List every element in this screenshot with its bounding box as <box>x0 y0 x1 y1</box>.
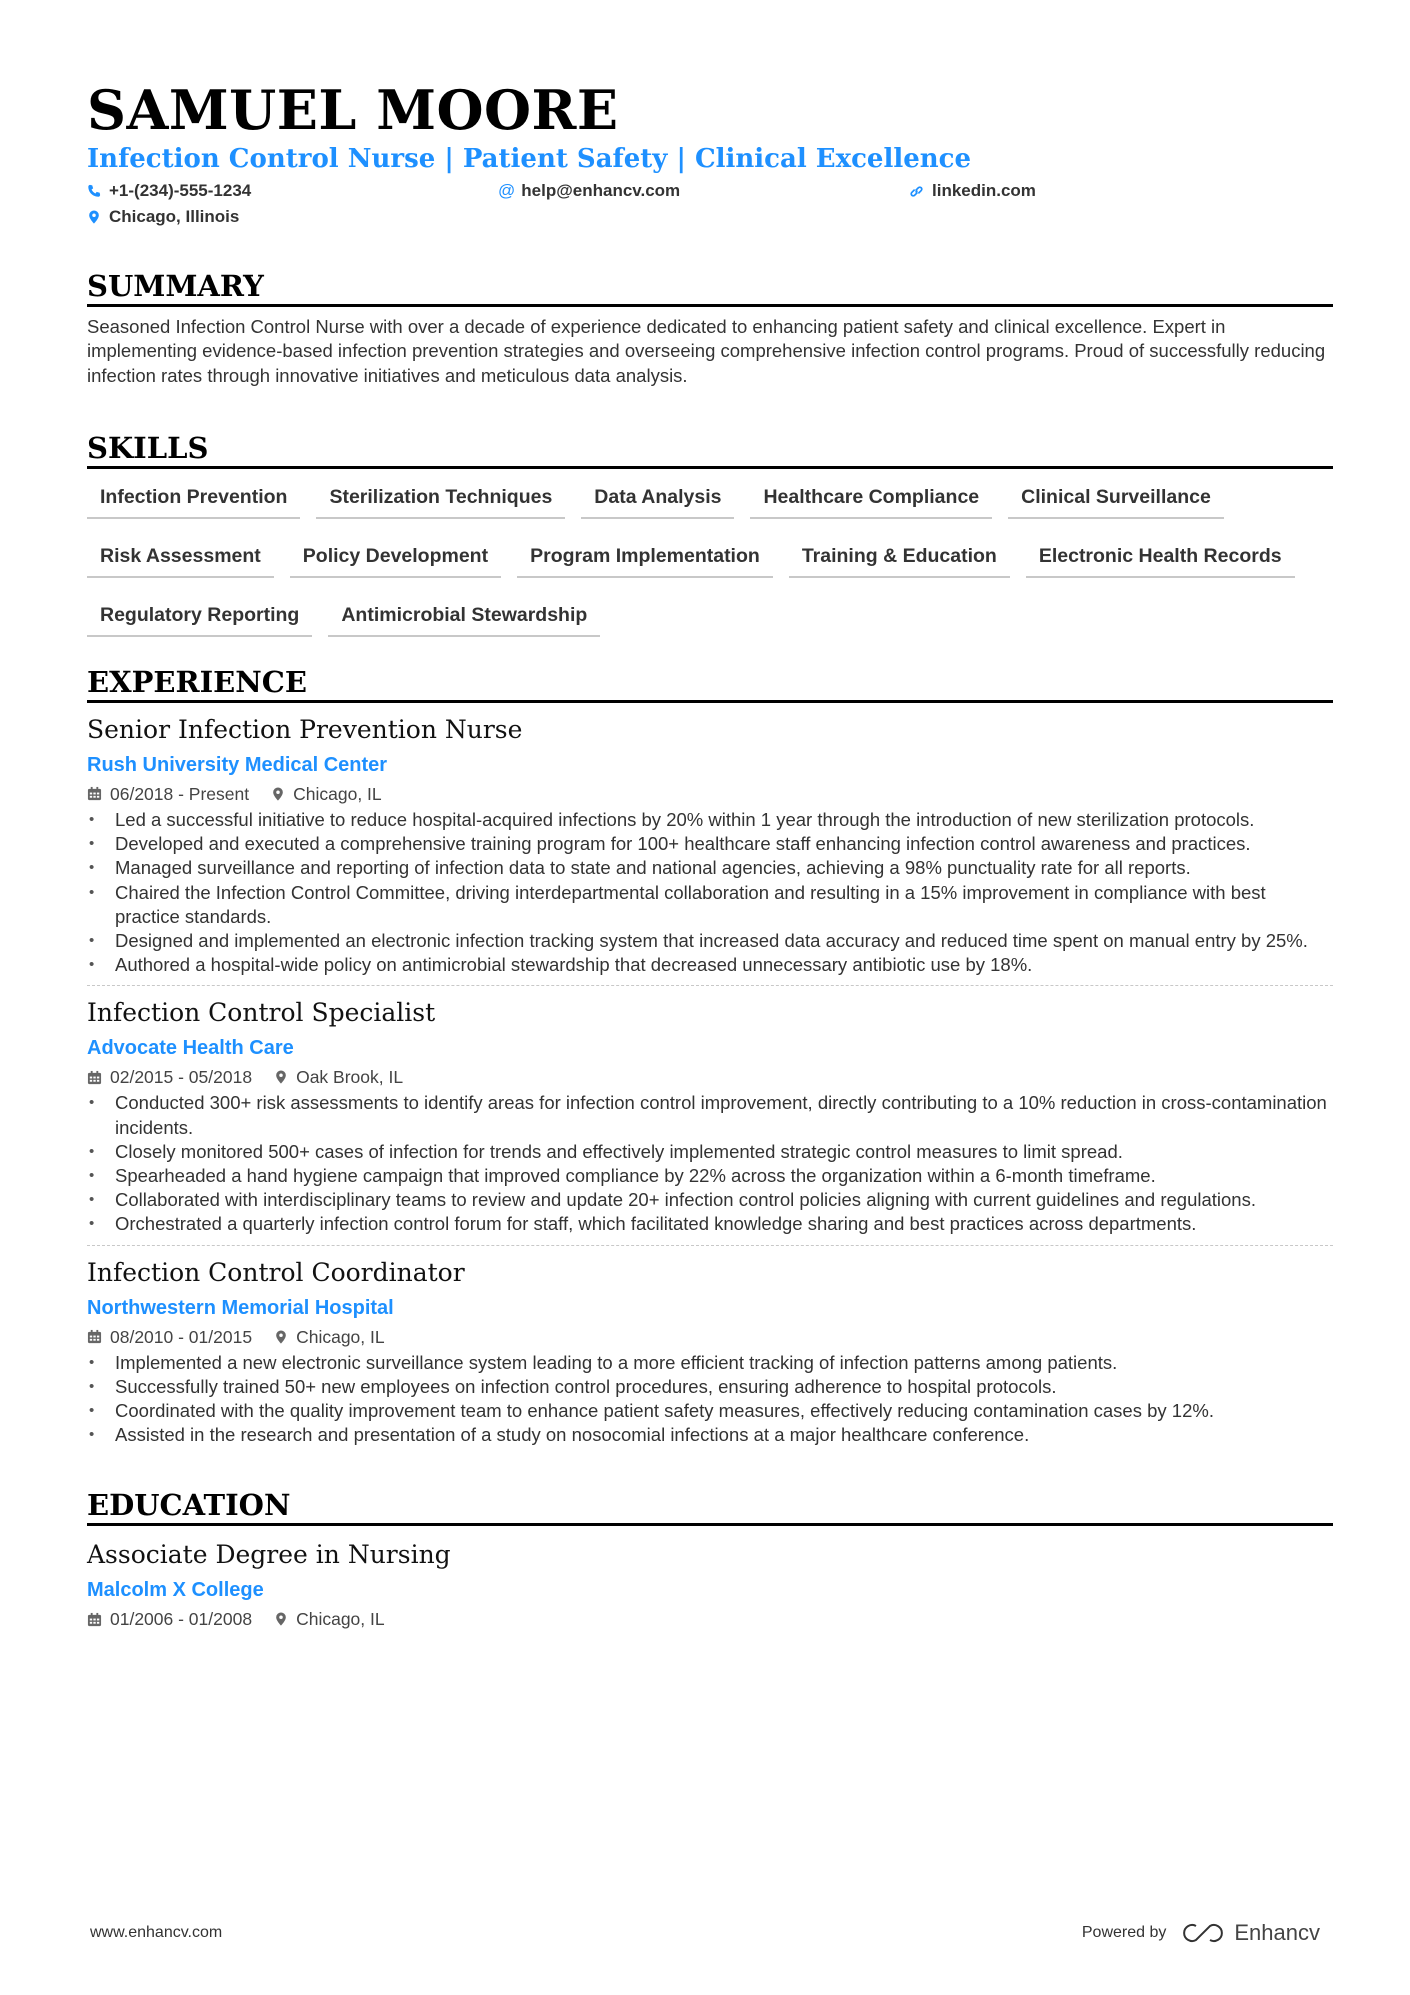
bullet-item: • Collaborated with interdisciplinary teams to review and update 20+ infection control policies aligning with current guidelines and regulations. <box>87 1188 1333 1212</box>
location-pin-icon <box>274 1611 288 1627</box>
section-title-experience: EXPERIENCE <box>87 664 1333 703</box>
location-pin-icon <box>271 786 285 802</box>
job-meta <box>87 1063 1333 1091</box>
job-bullets <box>87 1091 1333 1236</box>
job-location: Chicago, IL <box>293 783 382 804</box>
footer <box>90 1920 1320 1946</box>
skill-tag: Electronic Health Records <box>1026 538 1295 578</box>
calendar-icon <box>87 1070 102 1085</box>
section-title-summary: SUMMARY <box>87 268 1333 307</box>
bullet-item: • Assisted in the research and presentation of a study on nosocomial infections at a major healthcare conference. <box>87 1423 1333 1447</box>
powered-by-label: Powered by <box>1081 1924 1167 1941</box>
footer-website[interactable]: www.enhancv.com <box>90 1924 223 1941</box>
powered-by <box>1082 1920 1320 1946</box>
contact-info <box>87 178 1333 230</box>
skill-tag: Clinical Surveillance <box>1008 479 1224 519</box>
skill-tag: Sterilization Techniques <box>316 479 565 519</box>
skill-tag: Data Analysis <box>581 479 734 519</box>
job-meta <box>87 780 1333 808</box>
enhancv-logo <box>1180 1920 1320 1946</box>
location-pin-icon <box>274 1069 288 1085</box>
calendar-icon <box>87 1612 102 1627</box>
job-location: Oak Brook, IL <box>296 1067 404 1088</box>
location-text: Chicago, Illinois <box>109 207 240 226</box>
bullet-item: • Conducted 300+ risk assessments to identify areas for infection control improvement, directly contributing to a 10% reduction in cross-contamination incidents. <box>87 1091 1333 1139</box>
company-name: Rush University Medical Center <box>87 753 388 776</box>
bullet-item: • Developed and executed a comprehensive training program for 100+ healthcare staff enhancing infection control awareness and practices. <box>87 832 1333 856</box>
degree: Associate Degree in Nursing <box>87 1540 451 1570</box>
divider <box>87 1245 1333 1246</box>
skill-tag: Regulatory Reporting <box>87 597 312 637</box>
calendar-icon <box>87 1329 102 1344</box>
at-icon: @ <box>498 181 516 200</box>
experience-list <box>87 713 1333 1447</box>
bullet-item: • Closely monitored 500+ cases of infection for trends and effectively implemented strategic control measures to limit spread. <box>87 1140 1333 1164</box>
candidate-name: SAMUEL MOORE <box>87 78 619 142</box>
bullet-item: • Successfully trained 50+ new employees on infection control procedures, ensuring adherence to hospital protocols. <box>87 1375 1333 1399</box>
contact-linkedin <box>909 178 1036 204</box>
bullet-item: • Designed and implemented an electronic infection tracking system that increased data accuracy and reduced time spent on manual entry by 25%. <box>87 929 1333 953</box>
bullet-item: • Managed surveillance and reporting of infection data to state and national agencies, achieving a 98% punctuality rate for all reports. <box>87 856 1333 880</box>
experience-entry <box>87 1256 1333 1448</box>
contact-email <box>498 178 909 204</box>
linkedin-text[interactable]: linkedin.com <box>932 181 1036 200</box>
bullet-item: • Spearheaded a hand hygiene campaign that improved compliance by 22% across the organization within a 6-month timeframe. <box>87 1164 1333 1188</box>
job-title: Infection Control Coordinator <box>87 1257 465 1287</box>
enhancv-logo-icon <box>1180 1921 1226 1945</box>
skill-tag: Program Implementation <box>517 538 773 578</box>
skill-tag: Training & Education <box>789 538 1010 578</box>
skills-list <box>87 479 1333 656</box>
skill-tag: Antimicrobial Stewardship <box>328 597 600 637</box>
location-pin-icon <box>87 209 101 225</box>
location-pin-icon <box>274 1329 288 1345</box>
job-title: Senior Infection Prevention Nurse <box>87 714 523 744</box>
bullet-item: • Implemented a new electronic surveillance system leading to a more efficient tracking of infection patterns among patients. <box>87 1351 1333 1375</box>
resume <box>87 78 1333 1633</box>
headline: Infection Control Nurse | Patient Safety | Clinical Excellence <box>87 144 972 174</box>
bullet-item: • Chaired the Infection Control Committee, driving interdepartmental collaboration and resulting in a 15% improvement in compliance with best practice standards. <box>87 881 1333 929</box>
email-text[interactable]: help@enhancv.com <box>521 181 681 200</box>
job-bullets <box>87 1351 1333 1448</box>
job-dates: 06/2018 - Present <box>110 783 250 804</box>
skill-tag: Infection Prevention <box>87 479 300 519</box>
brand-name: Enhancv <box>1234 1920 1320 1945</box>
bullet-item: • Led a successful initiative to reduce hospital-acquired infections by 20% within 1 year through the introduction of new sterilization protocols. <box>87 808 1333 832</box>
summary-text: Seasoned Infection Control Nurse with over a decade of experience dedicated to enhancing patient safety and clinical excellence. Expert in implementing evidence-based infection prevention strategies and overseeing comprehensive infection control programs. Proud of successfully reducing infection rates through innovative initiatives and meticulous data analysis. <box>87 316 1326 386</box>
skill-tag: Risk Assessment <box>87 538 274 578</box>
phone-icon <box>87 184 101 198</box>
skill-tag: Healthcare Compliance <box>750 479 992 519</box>
education-meta <box>87 1605 1333 1633</box>
skill-tag: Policy Development <box>290 538 501 578</box>
bullet-item: • Orchestrated a quarterly infection control forum for staff, which facilitated knowledge sharing and best practices across departments. <box>87 1212 1333 1236</box>
job-dates: 02/2015 - 05/2018 <box>110 1067 253 1088</box>
education-entry <box>87 1538 1333 1633</box>
job-dates: 08/2010 - 01/2015 <box>110 1326 253 1347</box>
company-name: Advocate Health Care <box>87 1037 294 1060</box>
bullet-item: • Authored a hospital-wide policy on antimicrobial stewardship that decreased unnecessary antibiotic use by 18%. <box>87 953 1333 977</box>
contact-location <box>87 204 498 230</box>
contact-phone <box>87 178 498 204</box>
company-name: Northwestern Memorial Hospital <box>87 1296 394 1319</box>
section-title-education: EDUCATION <box>87 1487 1333 1526</box>
school: Malcolm X College <box>87 1579 264 1602</box>
phone-text: +1-(234)-555-1234 <box>109 181 252 200</box>
link-icon <box>909 184 924 199</box>
divider <box>87 985 1333 986</box>
education-dates: 01/2006 - 01/2008 <box>110 1609 253 1630</box>
experience-entry <box>87 996 1333 1245</box>
job-location: Chicago, IL <box>296 1326 385 1347</box>
calendar-icon <box>87 786 102 801</box>
education-location: Chicago, IL <box>296 1609 385 1630</box>
job-title: Infection Control Specialist <box>87 998 436 1028</box>
bullet-item: • Coordinated with the quality improvement team to enhance patient safety measures, effectively reducing contamination cases by 12%. <box>87 1399 1333 1423</box>
experience-entry <box>87 713 1333 986</box>
section-title-skills: SKILLS <box>87 430 1333 469</box>
job-meta <box>87 1323 1333 1351</box>
job-bullets <box>87 808 1333 977</box>
